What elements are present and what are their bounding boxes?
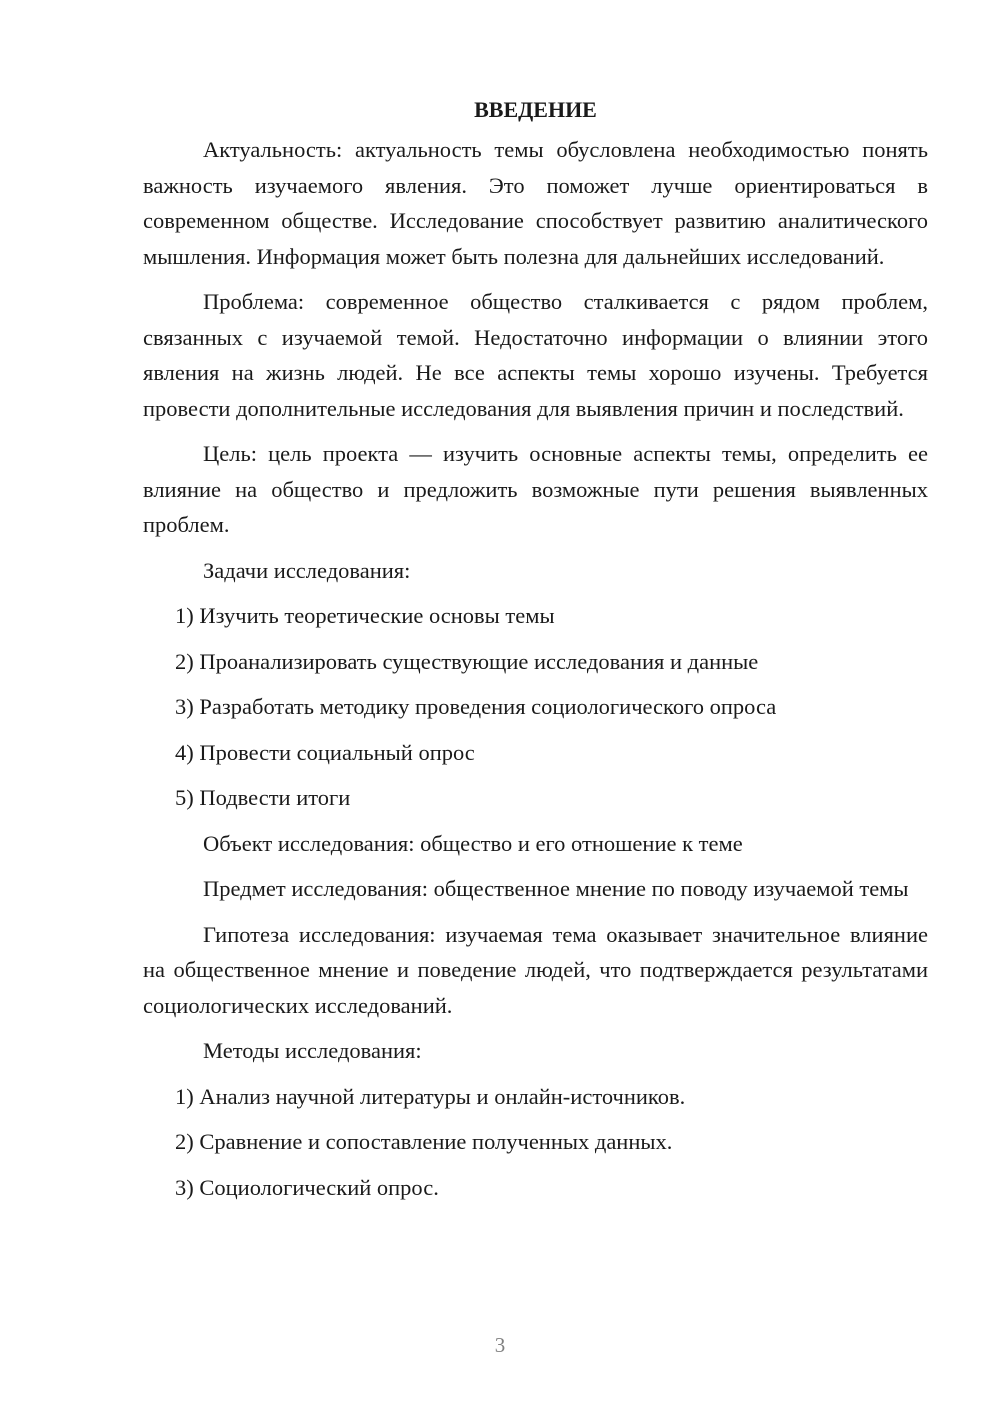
list-item: 5) Подвести итоги <box>175 785 351 810</box>
list-item: 3) Разработать методику проведения социологического опроса <box>175 694 777 719</box>
section-title: ВВЕДЕНИЕ <box>474 97 597 122</box>
list-item: 1) Изучить теоретические основы темы <box>175 603 555 628</box>
list-item: 2) Сравнение и сопоставление полученных данных. <box>175 1129 673 1154</box>
list-item: 4) Провести социальный опрос <box>175 739 475 765</box>
methods-list <box>143 1079 928 1206</box>
list-item: 1) Анализ научной литературы и онлайн-источников. <box>175 1083 686 1109</box>
hypothesis-paragraph: Гипотеза исследования: изучаемая тема оказывает значительное влияние на общественное мнение и поведение людей, что подтверждается результатами социологических исследований. <box>143 921 928 1018</box>
goal-paragraph: Цель: цель проекта — изучить основные аспекты темы, определить ее влияние на общество и предложить возможные пути решения выявленных проблем. <box>143 441 928 537</box>
document-page <box>143 92 928 1215</box>
page-number: 3 <box>494 1333 506 1357</box>
list-item: 3) Социологический опрос. <box>175 1174 439 1200</box>
problem-paragraph: Проблема: современное общество сталкивается с рядом проблем, связанных с изучаемой темой. Недостаточно информации о влиянии этого явления на жизнь людей. Не все аспекты темы хорошо изучены. Требуется провести дополнительные исследования для выявления причин и последствий. <box>143 289 928 421</box>
subject-paragraph: Предмет исследования: общественное мнение по поводу изучаемой темы <box>203 876 909 901</box>
object-line: Объект исследования: общество и его отношение к теме <box>203 830 743 856</box>
tasks-list <box>143 598 928 816</box>
list-item: 2) Проанализировать существующие исследования и данные <box>175 648 759 674</box>
relevance-paragraph: Актуальность: актуальность темы обусловлена необходимостью понять важность изучаемого явления. Это поможет лучше ориентироваться в современном обществе. Исследование способствует развитию аналитического мышления. Информация может быть полезна для дальнейших исследований. <box>143 137 928 269</box>
tasks-heading: Задачи исследования: <box>203 557 411 583</box>
methods-heading: Методы исследования: <box>203 1038 422 1063</box>
